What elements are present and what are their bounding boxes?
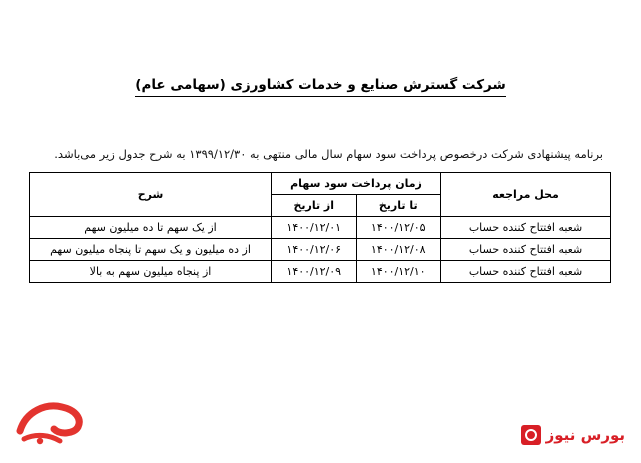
cell-ta-tarikh: ۱۴۰۰/۱۲/۰۸ <box>356 239 441 261</box>
table-row <box>30 261 611 283</box>
cell-sharh: از یک سهم تا ده میلیون سهم <box>30 217 272 239</box>
header-mahal-moraje: محل مراجعه <box>441 173 611 217</box>
cell-ta-tarikh: ۱۴۰۰/۱۲/۱۰ <box>356 261 441 283</box>
cell-az-tarikh: ۱۴۰۰/۱۲/۰۱ <box>272 217 357 239</box>
cell-mahal: شعبه افتتاح کننده حساب <box>441 217 611 239</box>
bourse-news-mark-icon <box>521 425 541 445</box>
bourse-news-logo <box>521 425 625 445</box>
watermark-logo-icon <box>16 397 94 449</box>
intro-paragraph: برنامه پیشنهادی شرکت درخصوص پرداخت سود سهام سال مالی منتهی به ۱۳۹۹/۱۲/۳۰ به شرح جدول زیر می‌باشد. <box>54 146 603 161</box>
header-zaman-pardakht-group: زمان پرداخت سود سهام <box>272 173 441 195</box>
table-header-row-1 <box>30 173 611 195</box>
cell-ta-tarikh: ۱۴۰۰/۱۲/۰۵ <box>356 217 441 239</box>
cell-sharh: از ده میلیون و یک سهم تا پنجاه میلیون سهم <box>30 239 272 261</box>
page-title <box>0 77 641 97</box>
page-title-text: شرکت گسترش صنایع و خدمات کشاورزی (سهامی عام) <box>135 77 505 97</box>
cell-mahal: شعبه افتتاح کننده حساب <box>441 261 611 283</box>
header-sharh: شرح <box>30 173 272 217</box>
header-ta-tarikh: تا تاریخ <box>356 195 441 217</box>
header-az-tarikh: از تاریخ <box>272 195 357 217</box>
cell-az-tarikh: ۱۴۰۰/۱۲/۰۶ <box>272 239 357 261</box>
cell-mahal: شعبه افتتاح کننده حساب <box>441 239 611 261</box>
cell-sharh: از پنجاه میلیون سهم به بالا <box>30 261 272 283</box>
table-row <box>30 217 611 239</box>
dividend-payment-table <box>29 172 611 283</box>
table-row <box>30 239 611 261</box>
cell-az-tarikh: ۱۴۰۰/۱۲/۰۹ <box>272 261 357 283</box>
bourse-news-wordmark: بورس نیوز <box>545 426 625 444</box>
